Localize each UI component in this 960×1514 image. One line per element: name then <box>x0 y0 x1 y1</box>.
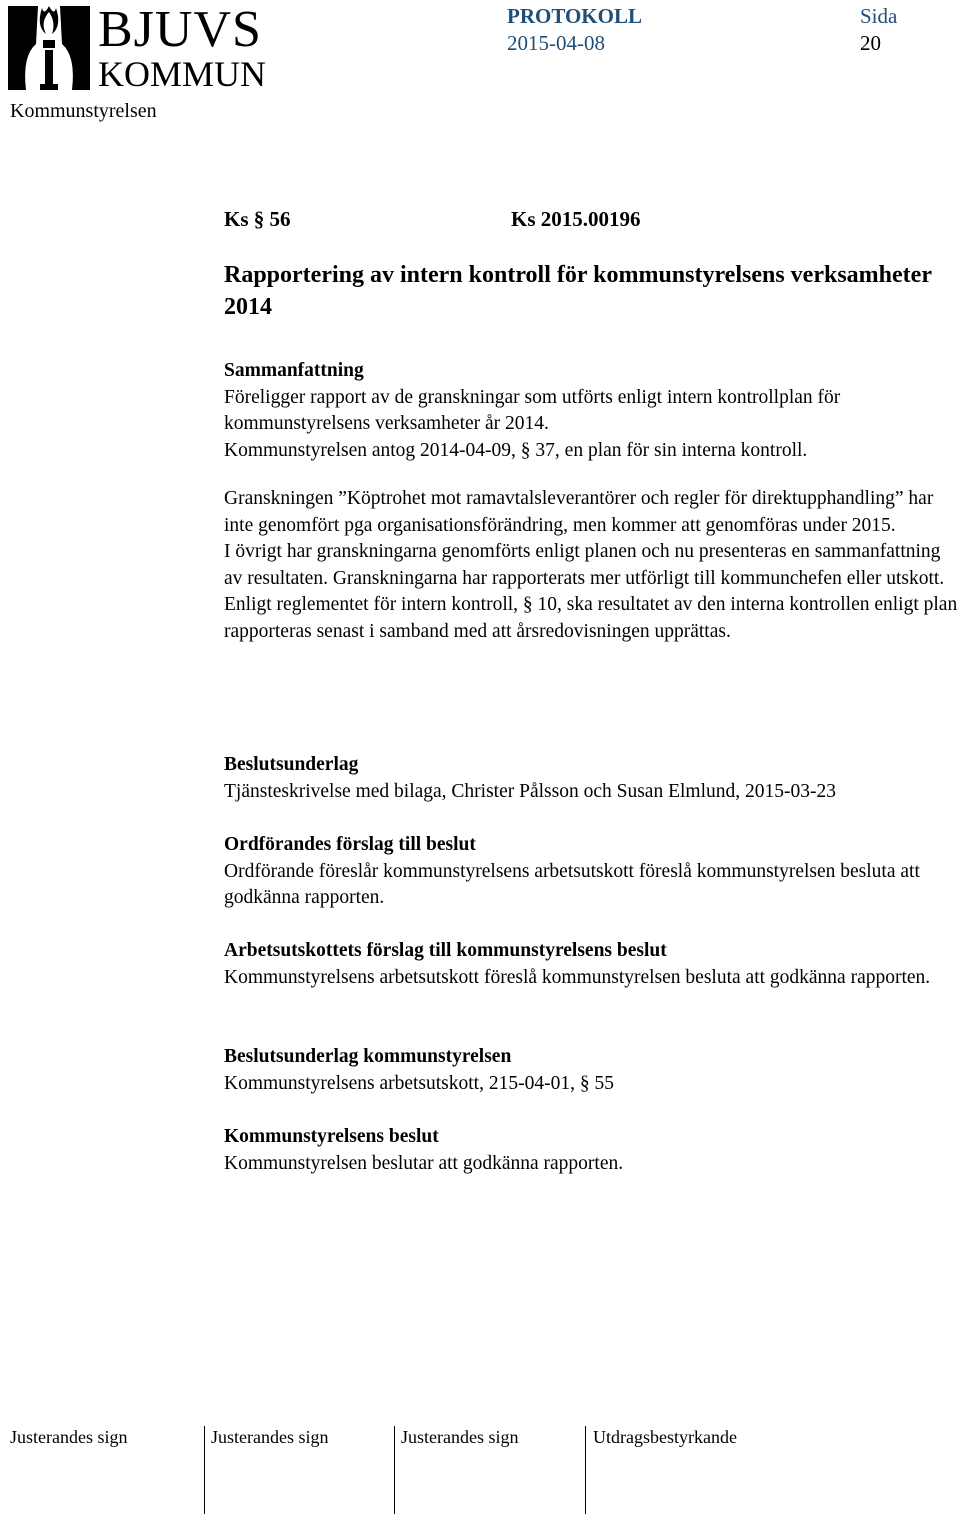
ks-basis-heading: Beslutsunderlag kommunstyrelsen <box>224 1046 512 1067</box>
review-section <box>224 486 960 645</box>
summary-section <box>224 358 960 464</box>
basis-section <box>224 752 960 805</box>
chair-proposal-section <box>224 832 960 912</box>
logo-wordmark-kommun: KOMMUN <box>98 54 267 94</box>
basis-text: Tjänsteskrivelse med bilaga, Christer Pålsson och Susan Elmlund, 2015-03-23 <box>224 780 836 802</box>
signature-label: Justerandes sign <box>211 1427 329 1447</box>
signature-label: Justerandes sign <box>10 1427 128 1447</box>
document-type: PROTOKOLL <box>507 4 642 28</box>
decision-text: Kommunstyrelsen beslutar att godkänna rapporten. <box>224 1152 624 1174</box>
summary-heading: Sammanfattning <box>224 360 364 381</box>
case-number: Ks 2015.00196 <box>511 207 641 231</box>
chair-proposal-heading: Ordförandes förslag till beslut <box>224 834 476 855</box>
summary-paragraph: Granskningen ”Köptrohet mot ramavtalsleverantörer och regler för direktupphandling” har inte genomfört pga organisationsförändring, men kommer att genomföras under 2015. <box>224 488 934 536</box>
page-label: Sida <box>860 4 898 28</box>
document-date: 2015-04-08 <box>507 31 605 55</box>
committee-proposal-section <box>224 938 960 991</box>
torch-emblem-icon <box>6 4 92 92</box>
summary-paragraph: Föreligger rapport av de granskningar som utförts enligt intern kontrollplan för kommunstyrelsens verksamheter år 2014. <box>224 386 841 434</box>
bjuv-logo <box>6 1 267 94</box>
signature-label: Justerandes sign <box>401 1427 519 1447</box>
summary-paragraph: Enligt reglementet för intern kontroll, § 10, ska resultatet av den interna kontrollen enligt plan rapporteras senast i samband med att årsredovisningen upprättas. <box>224 594 958 642</box>
footer-divider <box>394 1426 395 1514</box>
footer-divider <box>585 1426 586 1514</box>
page-number: 20 <box>860 31 881 55</box>
decision-section <box>224 1124 960 1177</box>
basis-heading: Beslutsunderlag <box>224 754 359 775</box>
logo-wordmark-bjuvs: BJUVS <box>98 1 262 58</box>
page-title: Rapportering av intern kontroll för kommunstyrelsens verksamheter 2014 <box>224 262 932 320</box>
department-name: Kommunstyrelsen <box>10 100 157 122</box>
decision-heading: Kommunstyrelsens beslut <box>224 1126 439 1147</box>
footer-divider <box>204 1426 205 1514</box>
chair-proposal-text: Ordförande föreslår kommunstyrelsens arbetsutskott föreslå kommunstyrelsen besluta att godkänna rapporten. <box>224 860 920 908</box>
extract-certification-label: Utdragsbestyrkande <box>593 1427 737 1447</box>
summary-paragraph: Kommunstyrelsen antog 2014-04-09, § 37, en plan för sin interna kontroll. <box>224 439 808 461</box>
committee-proposal-text: Kommunstyrelsens arbetsutskott föreslå kommunstyrelsen besluta att godkänna rapporten. <box>224 966 931 988</box>
paragraph-number: Ks § 56 <box>224 207 291 231</box>
summary-paragraph: I övrigt har granskningarna genomförts enligt planen och nu presenteras en sammanfattning av resultaten. Granskningarna har rapporterats mer utförligt till kommunchefen eller utskott. <box>224 541 945 589</box>
committee-proposal-heading: Arbetsutskottets förslag till kommunstyrelsens beslut <box>224 940 667 961</box>
ks-basis-text: Kommunstyrelsens arbetsutskott, 215-04-01, § 55 <box>224 1072 614 1094</box>
ks-basis-section <box>224 1044 960 1097</box>
